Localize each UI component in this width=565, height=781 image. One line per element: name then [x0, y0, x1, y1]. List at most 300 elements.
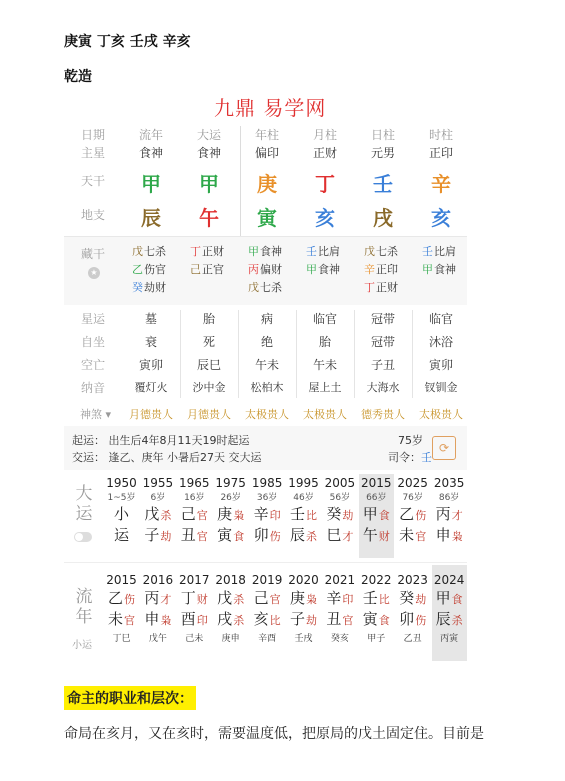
liunian-stem — [359, 587, 394, 608]
xiaoyun-pillar: 壬戌 — [294, 634, 313, 644]
stem-char: 甲 — [422, 263, 433, 276]
stem-god: 偏财 — [260, 263, 282, 276]
detail-label: 空亡 — [80, 358, 105, 372]
dayun-age: 1~5岁 — [107, 493, 136, 503]
liunian-year: 2015 — [106, 573, 137, 587]
liunian-branch — [177, 608, 212, 629]
xiaoyun-label: 小运 — [72, 640, 92, 651]
liunian-column[interactable] — [322, 565, 357, 661]
detail-value: 午未 — [254, 358, 279, 372]
dayun-column[interactable] — [432, 474, 467, 558]
branch: 卯 — [253, 526, 269, 544]
earthly-branch: 辰 — [141, 206, 161, 230]
branch-god: 官 — [124, 614, 135, 627]
dayun-age: 36岁 — [256, 493, 278, 503]
hidden-stem — [190, 243, 248, 259]
dayun-branch — [322, 524, 357, 545]
liunian-stem — [322, 587, 357, 608]
dayun-stem — [177, 503, 212, 524]
stem: 戊 — [217, 589, 233, 607]
detail-value: 临官 — [428, 312, 453, 326]
earthly-branch: 亥 — [315, 206, 335, 230]
xiaoyun-pillar: 癸亥 — [330, 634, 349, 644]
branch-god: 官 — [415, 530, 427, 543]
earthly-branch: 戌 — [373, 206, 393, 230]
dayun-age: 16岁 — [184, 493, 205, 503]
dayun-branch — [395, 524, 430, 545]
branch: 巳 — [326, 526, 342, 544]
dayun-column[interactable] — [322, 474, 357, 558]
stem-char: 戊 — [248, 281, 259, 294]
stem-god: 比 — [378, 593, 390, 606]
branch-god: 杀 — [233, 614, 245, 627]
stem-char: 甲 — [248, 245, 259, 258]
detail-value: 寅卯 — [138, 358, 163, 372]
main-star: 偏印 — [254, 146, 279, 160]
dayun-branch — [177, 524, 212, 545]
stem-god: 杀 — [233, 593, 245, 606]
dayun-column[interactable] — [140, 474, 175, 558]
row-label: 地支 — [80, 208, 105, 222]
stem: 癸 — [399, 589, 415, 607]
xiaoyun-pillar: 己未 — [185, 634, 204, 644]
row-label: 日期 — [80, 128, 105, 142]
dayun-year: 1985 — [251, 476, 283, 490]
liunian-branch — [432, 608, 467, 629]
stem-god: 枭 — [233, 509, 245, 522]
hidden-label: 藏干 — [80, 247, 105, 261]
row-label: 主星 — [80, 146, 105, 160]
branch: 辰 — [435, 610, 451, 628]
detail-value: 辰巳 — [196, 358, 221, 372]
shensha-item: 太极贵人 — [419, 408, 463, 421]
xiaoyun-pillar: 甲子 — [367, 634, 386, 644]
stem-god: 正财 — [202, 245, 224, 258]
liunian-year: 2017 — [179, 573, 210, 587]
liunian-stem — [104, 587, 139, 608]
liunian-year: 2021 — [324, 573, 356, 587]
detail-value: 胎 — [202, 312, 215, 326]
shensha-label[interactable]: 神煞 ▾ — [80, 408, 112, 421]
dayun-age: 66岁 — [366, 493, 387, 503]
heavenly-stem: 辛 — [431, 172, 451, 196]
detail-value: 沐浴 — [428, 335, 453, 349]
branch-god: 才 — [342, 530, 354, 543]
branch: 寅 — [217, 526, 233, 544]
liunian-branch — [250, 608, 285, 629]
dayun-year: 1975 — [215, 476, 246, 490]
xiaoyun-pillar: 丁巳 — [112, 634, 131, 644]
stem-god: 食神 — [260, 245, 282, 258]
stem-char: 丙 — [248, 263, 259, 276]
stem: 甲 — [362, 505, 378, 523]
detail-value: 沙中金 — [192, 381, 226, 394]
branch: 运 — [113, 526, 129, 544]
liunian-stem — [213, 587, 248, 608]
stem-god: 伤 — [124, 593, 135, 606]
dayun-column[interactable] — [395, 474, 430, 558]
column-head: 月柱 — [312, 128, 337, 142]
main-star: 食神 — [138, 146, 163, 160]
stem: 戊 — [144, 505, 160, 523]
qiyun-text: 起运： 出生后4年8月11天19时起运 — [72, 434, 250, 447]
detail-value: 绝 — [260, 335, 273, 349]
main-star: 元男 — [370, 146, 395, 160]
dayun-stem — [104, 503, 139, 524]
branch: 子 — [289, 610, 305, 628]
dayun-age: 56岁 — [329, 493, 351, 503]
dayun-toggle[interactable] — [74, 532, 92, 542]
dayun-year: 1995 — [288, 476, 319, 490]
liunian-branch — [359, 608, 394, 629]
branch-god: 财 — [378, 530, 390, 543]
xiaoyun-pillar: 戊午 — [148, 634, 167, 644]
shensha-item: 太极贵人 — [303, 408, 347, 421]
stem-char: 癸 — [132, 281, 143, 294]
branch-god: 枭 — [160, 614, 172, 627]
shensha-row[interactable] — [64, 402, 467, 424]
liunian-stem — [432, 587, 467, 608]
stem-char: 戊 — [364, 245, 375, 258]
stem: 庚 — [217, 505, 233, 523]
detail-label: 星运 — [80, 312, 105, 326]
branch: 未 — [107, 610, 123, 628]
stem: 乙 — [399, 505, 415, 523]
earthly-branch: 午 — [199, 206, 219, 230]
dayun-stem — [322, 503, 357, 524]
liunian-branch — [213, 608, 248, 629]
stem: 小 — [113, 505, 129, 523]
branch: 亥 — [253, 610, 269, 628]
column-head: 时柱 — [428, 128, 453, 142]
bazi-header: 庚寅 丁亥 壬戌 辛亥 — [64, 34, 191, 50]
hidden-stem — [422, 261, 467, 277]
heavenly-stem: 庚 — [257, 172, 277, 196]
liunian-branch — [286, 608, 321, 629]
liunian-column[interactable] — [432, 565, 467, 661]
hidden-stem — [364, 279, 422, 295]
stem-char: 乙 — [132, 263, 143, 276]
stem-god: 枭 — [306, 593, 317, 606]
divider — [240, 126, 241, 236]
stem-god: 比肩 — [434, 245, 456, 258]
stem-god: 才 — [160, 593, 172, 606]
siling-label: 司令：壬 — [388, 451, 432, 464]
stem-god: 劫 — [342, 509, 354, 522]
paragraph: 命局在亥月，又在亥时，需要温度低，把原局的戊土固定住。目前是 — [64, 726, 484, 742]
dayun-stem — [359, 503, 394, 524]
dayun-age: 46岁 — [293, 493, 314, 503]
column-head: 大运 — [196, 128, 221, 142]
branch: 戌 — [217, 610, 233, 628]
stem-god: 比 — [306, 509, 317, 522]
hidden-stems-section — [64, 236, 467, 305]
stem-god: 比肩 — [318, 245, 340, 258]
dayun-stem — [250, 503, 285, 524]
detail-value: 子丑 — [370, 358, 395, 372]
liunian-column[interactable] — [286, 565, 321, 661]
detail-value: 覆灯火 — [134, 381, 168, 394]
stem: 己 — [253, 589, 269, 607]
shensha-item: 德秀贵人 — [361, 408, 405, 421]
dayun-branch — [213, 524, 248, 545]
dayun-branch — [359, 524, 394, 545]
dayun-column[interactable] — [359, 474, 394, 558]
branch: 酉 — [180, 610, 196, 628]
branch: 申 — [144, 610, 160, 628]
stem-char: 壬 — [306, 245, 317, 258]
heavenly-stem: 甲 — [199, 172, 219, 196]
stem: 辛 — [326, 589, 342, 607]
liunian-column[interactable] — [359, 565, 394, 661]
liunian-stem — [177, 587, 212, 608]
stem: 丙 — [435, 505, 451, 523]
detail-value: 松柏木 — [250, 381, 284, 394]
stem: 乙 — [107, 589, 123, 607]
dayun-stem — [395, 503, 430, 524]
dayun-stem — [286, 503, 321, 524]
stem-god: 杀 — [160, 509, 172, 522]
branch: 未 — [399, 526, 415, 544]
hidden-stem — [190, 261, 248, 277]
dayun-column[interactable] — [104, 474, 139, 558]
dayun-column[interactable] — [250, 474, 285, 558]
stem-god: 印 — [269, 509, 281, 522]
detail-label: 自坐 — [80, 335, 105, 349]
bazi-chart-card — [64, 86, 467, 662]
siling-value: 壬 — [421, 451, 432, 464]
dayun-column[interactable] — [177, 474, 212, 558]
branch: 卯 — [399, 610, 415, 628]
stem-char: 丁 — [190, 245, 201, 258]
dayun-age: 26岁 — [220, 493, 241, 503]
dayun-year: 1950 — [106, 476, 137, 490]
stem: 甲 — [435, 589, 451, 607]
detail-value: 衰 — [144, 335, 157, 349]
stem-char: 己 — [190, 263, 201, 276]
liunian-section — [64, 562, 467, 662]
branch-god: 食 — [378, 614, 390, 627]
branch: 辰 — [289, 526, 305, 544]
liunian-branch — [140, 608, 175, 629]
stem-god: 官 — [196, 509, 208, 522]
gender-label: 乾造 — [64, 69, 92, 85]
dayun-stem — [213, 503, 248, 524]
branch-god: 食 — [233, 530, 245, 543]
liunian-column[interactable] — [140, 565, 175, 661]
liunian-stem — [250, 587, 285, 608]
liunian-column[interactable] — [395, 565, 430, 661]
branch: 子 — [144, 526, 160, 544]
age-text: 75岁 — [398, 434, 423, 447]
stem-god: 正财 — [376, 281, 398, 294]
branch-god: 官 — [342, 614, 354, 627]
dayun-branch — [432, 524, 467, 545]
hidden-stem — [364, 243, 422, 259]
column-head: 年柱 — [254, 128, 279, 142]
detail-value: 寅卯 — [428, 358, 453, 372]
main-star: 食神 — [196, 146, 221, 160]
calendar-icon[interactable]: ⟳ — [432, 436, 456, 460]
liunian-stem — [286, 587, 321, 608]
stem-char: 辛 — [364, 263, 375, 276]
stem-char: 戊 — [132, 245, 143, 258]
stem-god: 七杀 — [260, 281, 282, 294]
hidden-stem — [248, 279, 306, 295]
branch-god: 伤 — [415, 614, 427, 627]
dayun-year: 2005 — [324, 476, 356, 490]
dayun-section — [64, 470, 467, 562]
dayun-year: 1955 — [142, 476, 174, 490]
dayun-year: 1965 — [179, 476, 210, 490]
xiaoyun-pillar: 庚申 — [221, 634, 240, 644]
dayun-branch — [104, 524, 139, 545]
hidden-stem — [132, 243, 190, 259]
detail-value: 钗钏金 — [424, 381, 458, 394]
shensha-item: 太极贵人 — [245, 408, 289, 421]
detail-label: 纳音 — [80, 381, 105, 395]
stem-char: 壬 — [422, 245, 433, 258]
hidden-stem — [306, 261, 364, 277]
dayun-branch — [140, 524, 175, 545]
branch-god: 伤 — [269, 530, 281, 543]
qiyun-panel — [64, 426, 467, 470]
detail-value: 病 — [260, 312, 273, 326]
hidden-stem — [306, 243, 364, 259]
liunian-year: 2024 — [433, 573, 465, 587]
main-star: 正财 — [312, 146, 337, 160]
stem: 壬 — [362, 589, 378, 607]
stem: 丁 — [180, 589, 196, 607]
hidden-stem — [132, 279, 190, 295]
dayun-year: 2015 — [361, 476, 392, 490]
xiaoyun-pillar: 乙丑 — [403, 634, 422, 644]
stem-god: 正官 — [202, 263, 224, 276]
liunian-year: 2016 — [142, 573, 174, 587]
column-head: 流年 — [138, 128, 163, 142]
shensha-item: 月德贵人 — [129, 408, 173, 421]
liunian-column[interactable] — [177, 565, 212, 661]
main-star: 正印 — [428, 146, 453, 160]
row-label: 天干 — [80, 174, 105, 188]
column-head: 日柱 — [370, 128, 395, 142]
liunian-stem — [140, 587, 175, 608]
stem: 辛 — [253, 505, 269, 523]
stem-god: 伤官 — [144, 263, 166, 276]
branch-god: 杀 — [306, 530, 317, 543]
detail-value: 临官 — [312, 312, 337, 326]
stem-god: 印 — [342, 593, 354, 606]
section-title: 命主的职业和层次： — [64, 686, 196, 710]
jiaoyun-text: 交运： 逢乙、庚年 小暑后27天 交大运 — [72, 451, 262, 464]
detail-value: 墓 — [144, 312, 157, 326]
liunian-year: 2019 — [251, 573, 283, 587]
hidden-stem — [132, 261, 190, 277]
heavenly-stem: 壬 — [373, 172, 393, 196]
heavenly-stem: 丁 — [315, 172, 335, 196]
branch-god: 劫 — [306, 614, 317, 627]
dayun-age: 76岁 — [402, 493, 423, 503]
stem-char: 甲 — [306, 263, 317, 276]
detail-value: 冠带 — [370, 312, 395, 326]
dayun-year: 2035 — [433, 476, 465, 490]
liunian-branch — [395, 608, 430, 629]
branch-god: 劫 — [160, 530, 172, 543]
stem: 丙 — [144, 589, 160, 607]
branch-god: 枭 — [451, 530, 463, 543]
detail-value: 冠带 — [370, 335, 395, 349]
stem-god: 才 — [451, 509, 463, 522]
star-icon: ★ — [88, 267, 100, 279]
stem-god: 官 — [269, 593, 281, 606]
dayun-stem — [432, 503, 467, 524]
earthly-branch: 亥 — [431, 206, 451, 230]
stem: 庚 — [289, 589, 305, 607]
liunian-column[interactable] — [213, 565, 248, 661]
stem: 癸 — [326, 505, 342, 523]
liunian-year: 2023 — [397, 573, 428, 587]
liunian-label: 流年 — [75, 587, 93, 627]
dayun-age: 6岁 — [150, 493, 166, 503]
stem-god: 食 — [451, 593, 463, 606]
stem: 壬 — [289, 505, 305, 523]
branch: 丑 — [180, 526, 196, 544]
hidden-stem — [248, 261, 306, 277]
dayun-column[interactable] — [213, 474, 248, 558]
detail-value: 死 — [202, 335, 215, 349]
xiaoyun-pillar: 辛酉 — [258, 634, 277, 644]
hidden-stem — [364, 261, 422, 277]
stem-god: 食 — [378, 509, 390, 522]
detail-value: 大海水 — [366, 381, 400, 394]
hidden-stem — [248, 243, 306, 259]
liunian-branch — [322, 608, 357, 629]
hidden-stem — [422, 243, 467, 259]
stem-god: 劫 — [415, 593, 427, 606]
liunian-year: 2018 — [215, 573, 246, 587]
liunian-year: 2020 — [288, 573, 319, 587]
branch: 午 — [362, 526, 378, 544]
dayun-age: 86岁 — [438, 493, 460, 503]
stem-god: 财 — [196, 593, 208, 606]
branch-god: 印 — [196, 614, 208, 627]
detail-value: 午未 — [312, 358, 337, 372]
liunian-column[interactable] — [250, 565, 285, 661]
liunian-stem — [395, 587, 430, 608]
stem-god: 食神 — [318, 263, 340, 276]
dayun-year: 2025 — [397, 476, 428, 490]
dayun-column[interactable] — [286, 474, 321, 558]
stem-god: 七杀 — [144, 245, 166, 258]
heavenly-stem: 甲 — [141, 172, 161, 196]
dayun-stem — [140, 503, 175, 524]
branch: 寅 — [362, 610, 378, 628]
shensha-item: 月德贵人 — [187, 408, 231, 421]
stem-god: 食神 — [434, 263, 456, 276]
branch: 丑 — [326, 610, 342, 628]
stem: 己 — [180, 505, 196, 523]
detail-value: 屋上土 — [308, 381, 342, 394]
detail-value: 胎 — [318, 335, 331, 349]
watermark: 九鼎 易学网 — [214, 96, 327, 120]
liunian-column[interactable] — [104, 565, 139, 661]
dayun-branch — [250, 524, 285, 545]
xiaoyun-pillar: 丙寅 — [440, 634, 459, 644]
earthly-branch: 寅 — [257, 206, 277, 230]
branch: 申 — [435, 526, 451, 544]
dayun-branch — [286, 524, 321, 545]
stem-god: 正印 — [376, 263, 398, 276]
